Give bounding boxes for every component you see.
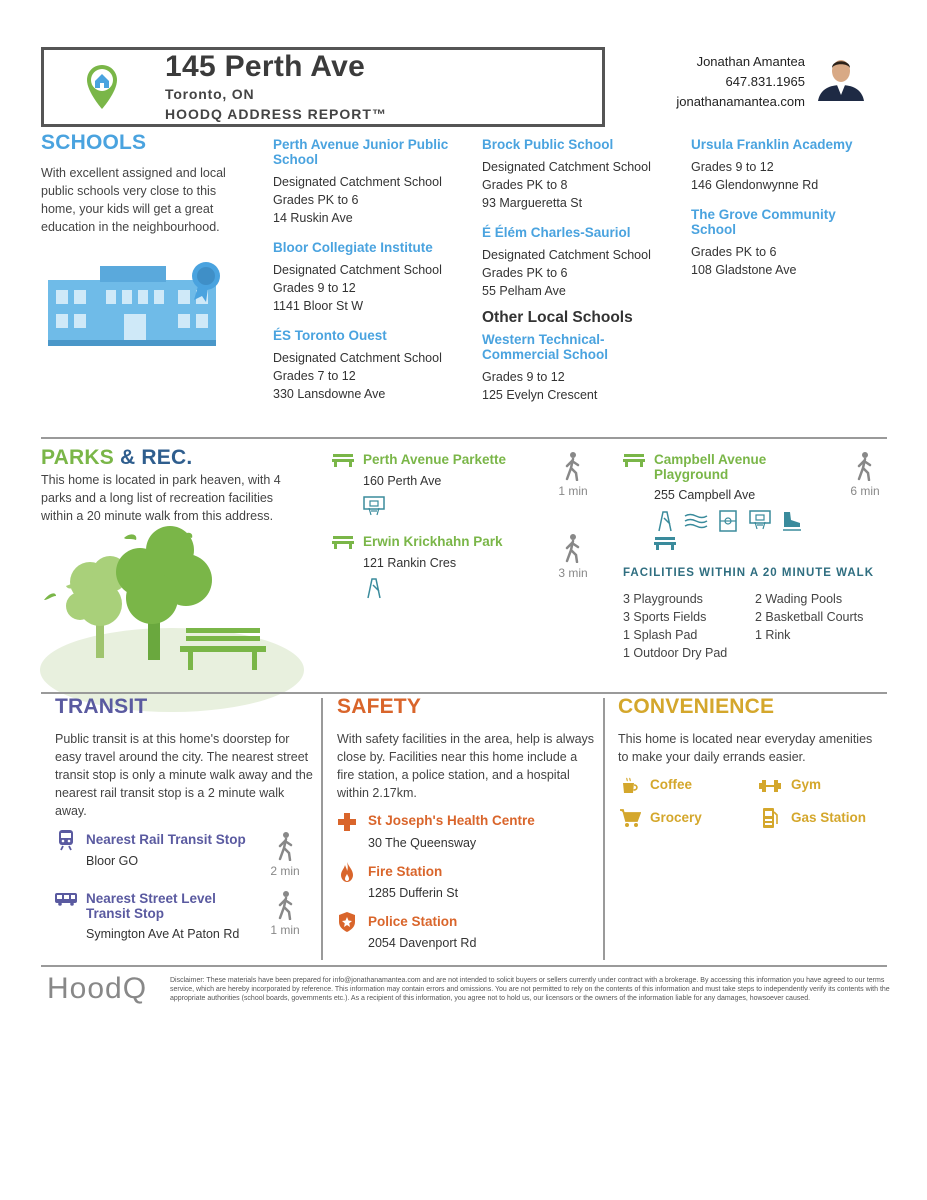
bench-icon <box>332 453 354 467</box>
column-divider <box>603 698 605 960</box>
fire-icon <box>340 861 354 883</box>
location-pin-icon <box>85 63 119 111</box>
school-entry <box>273 328 468 403</box>
school-entry <box>273 137 468 227</box>
park-name[interactable]: Campbell Avenue Playground <box>654 452 767 482</box>
gas-pump-icon <box>761 806 779 830</box>
bench-icon <box>623 453 645 467</box>
parks-heading-amp: & <box>120 446 136 469</box>
street-stop-label: Nearest Street Level Transit Stop <box>86 891 216 921</box>
school-type: Designated Catchment School <box>273 351 442 365</box>
schools-intro: With excellent assigned and local public schools very close to this home, your kids will get a great education in the neighbourhood. <box>41 166 226 234</box>
schools-heading: SCHOOLS <box>41 131 147 154</box>
agent-name: Jonathan Amantea <box>696 54 805 69</box>
agent-website[interactable]: jonathanamantea.com <box>676 94 805 109</box>
school-grades: Grades 7 to 12 <box>273 369 356 383</box>
school-address: 125 Evelyn Crescent <box>482 388 598 402</box>
bus-icon <box>54 892 78 906</box>
basketball-icon <box>749 510 771 530</box>
sports-field-icon <box>718 510 738 532</box>
playground-icon <box>656 510 674 532</box>
facility-item: 1 Splash Pad <box>623 628 698 642</box>
facility-item: 1 Rink <box>755 628 791 642</box>
other-schools-heading: Other Local Schools <box>482 309 633 326</box>
school-name[interactable]: Bloor Collegiate Institute <box>273 240 433 255</box>
amenity-grocery[interactable]: Grocery <box>650 810 702 825</box>
school-column-1 <box>273 137 468 403</box>
school-column-2 <box>482 137 672 404</box>
parks-intro: This home is located in park heaven, with 4 parks and a long list of recreation facilities within a 20 minute walk from this address. <box>41 473 281 523</box>
walk-time: 1 min <box>558 484 588 498</box>
school-grades: Grades 9 to 12 <box>273 281 356 295</box>
train-icon <box>57 829 75 851</box>
walk-icon <box>276 831 296 861</box>
facility-item: 3 Playgrounds <box>623 592 703 606</box>
column-divider <box>321 698 323 960</box>
convenience-intro: This home is located near everyday amenities to make your daily errands easier. <box>618 732 873 764</box>
bench-icon <box>332 535 354 549</box>
walk-time: 6 min <box>850 484 880 498</box>
school-name[interactable]: Brock Public School <box>482 137 614 152</box>
disclaimer: Disclaimer: These materials have been prepared for info@jonathanamantea.com and are not intended to solicit buyers or sellers currently under contract with a brokerage. By accessing this information you have agreed to our terms service, which are hereby incorporated by reference. This information may contain errors and omissions. You are not permitted to rely on the contents of this information and must take steps to independently verify its contents with the appropriate authorities (school boards, governments etc.). As a recipient of this information, you agree not to hold us, our licensors or the owners of the information liable for any damages, howsoever caused. <box>170 977 890 1002</box>
school-name[interactable]: The Grove Community School <box>691 207 836 237</box>
tree-icon <box>40 522 304 714</box>
report-title: HOODQ ADDRESS REPORT™ <box>165 106 387 122</box>
school-entry <box>691 207 881 279</box>
school-address: 146 Glendonwynne Rd <box>691 178 819 192</box>
walk-icon <box>563 451 583 481</box>
school-entry <box>482 137 672 212</box>
park-amenities <box>654 510 814 554</box>
walk-time: 2 min <box>270 864 300 878</box>
pool-icon <box>684 513 708 529</box>
facility-item: 3 Sports Fields <box>623 610 707 624</box>
walk-time: 1 min <box>270 923 300 937</box>
rail-stop-label: Nearest Rail Transit Stop <box>86 832 246 847</box>
skate-icon <box>781 510 803 532</box>
school-type: Designated Catchment School <box>482 248 651 262</box>
school-entry <box>691 137 881 194</box>
school-grades: Grades PK to 8 <box>482 178 568 192</box>
facilities-list-right <box>755 590 863 644</box>
amenity-coffee[interactable]: Coffee <box>650 777 693 792</box>
agent-contact <box>676 52 805 112</box>
school-address: 14 Ruskin Ave <box>273 211 353 225</box>
agent-photo <box>812 53 870 101</box>
bench-icon <box>654 536 676 550</box>
park-name[interactable]: Perth Avenue Parkette <box>363 452 507 467</box>
section-divider <box>41 692 887 694</box>
dumbbell-icon <box>758 778 782 794</box>
police-station-value[interactable]: 2054 Davenport Rd <box>368 936 477 950</box>
walk-time: 3 min <box>558 566 588 580</box>
transit-intro: Public transit is at this home's doorstep for easy travel around the city. The nearest street transit stop is only a minute walk away and the nearest rail transit stop is a 2 minute walk away. <box>55 732 313 818</box>
school-column-3 <box>691 137 881 279</box>
safety-intro: With safety facilities in the area, help is always close by. Facilities near this home include a fire station, a police station, and a hospital within 2.17km. <box>337 732 595 800</box>
school-address: 330 Lansdowne Ave <box>273 387 386 401</box>
school-address: 1141 Bloor St W <box>273 299 364 313</box>
safety-heading: SAFETY <box>337 695 422 718</box>
school-grades: Grades 9 to 12 <box>482 370 565 384</box>
school-name[interactable]: Perth Avenue Junior Public School <box>273 137 449 167</box>
rail-stop-value[interactable]: Bloor GO <box>86 854 139 868</box>
hospital-cross-icon <box>337 812 357 832</box>
facility-item: 2 Wading Pools <box>755 592 843 606</box>
fire-station-label: Fire Station <box>368 864 443 879</box>
facilities-heading: FACILITIES WITHIN A 20 MINUTE WALK <box>623 567 875 579</box>
cart-icon <box>619 808 641 828</box>
walk-icon <box>563 533 583 563</box>
school-address: 108 Gladstone Ave <box>691 263 797 277</box>
school-name[interactable]: Western Technical-Commercial School <box>482 332 609 362</box>
hoodq-logo[interactable]: HoodQ <box>47 972 148 1005</box>
parks-heading-rec: REC. <box>141 446 193 469</box>
school-entry <box>482 225 672 300</box>
school-type: Designated Catchment School <box>273 263 442 277</box>
school-name[interactable]: Ursula Franklin Academy <box>691 137 853 152</box>
school-grades: Grades PK to 6 <box>482 266 568 280</box>
facility-item: 2 Basketball Courts <box>755 610 864 624</box>
hospital-label: St Joseph's Health Centre <box>368 813 535 828</box>
basketball-icon <box>363 496 385 516</box>
school-address: 55 Pelham Ave <box>482 284 566 298</box>
hospital-value[interactable]: 30 The Queensway <box>368 836 477 850</box>
agent-phone[interactable]: 647.831.1965 <box>725 74 805 89</box>
coffee-icon <box>620 776 640 796</box>
police-station-label: Police Station <box>368 914 458 929</box>
convenience-heading: CONVENIENCE <box>618 695 775 718</box>
street-stop-value[interactable]: Symington Ave At Paton Rd <box>86 927 240 941</box>
school-name[interactable]: É Élém Charles-Sauriol <box>482 225 631 240</box>
park-name[interactable]: Erwin Krickhahn Park <box>363 534 503 549</box>
amenity-gas-station[interactable]: Gas Station <box>791 810 867 825</box>
footer-divider <box>41 965 887 967</box>
fire-station-value[interactable]: 1285 Dufferin St <box>368 886 459 900</box>
school-building-icon <box>44 258 228 348</box>
playground-icon <box>365 577 383 599</box>
facilities-list-left <box>623 590 727 662</box>
police-badge-icon <box>338 911 356 933</box>
school-name[interactable]: ÉS Toronto Ouest <box>273 328 387 343</box>
walk-icon <box>276 890 296 920</box>
school-address: 93 Margueretta St <box>482 196 583 210</box>
school-grades: Grades PK to 6 <box>273 193 359 207</box>
walk-icon <box>855 451 875 481</box>
section-divider <box>41 437 887 439</box>
school-type: Designated Catchment School <box>273 175 442 189</box>
parks-heading-parks: PARKS <box>41 446 114 469</box>
facility-item: 1 Outdoor Dry Pad <box>623 646 728 660</box>
school-type: Designated Catchment School <box>482 160 651 174</box>
school-entry <box>482 332 672 404</box>
transit-heading: TRANSIT <box>55 695 148 718</box>
park-address: 121 Rankin Cres <box>363 556 457 570</box>
school-grades: Grades 9 to 12 <box>691 160 774 174</box>
park-address: 255 Campbell Ave <box>654 488 756 502</box>
park-address: 160 Perth Ave <box>363 474 442 488</box>
school-entry <box>273 240 468 315</box>
amenity-gym[interactable]: Gym <box>791 777 822 792</box>
address-city: Toronto, ON <box>165 86 255 102</box>
address-title: 145 Perth Ave <box>165 50 366 83</box>
parks-heading <box>41 446 192 470</box>
school-grades: Grades PK to 6 <box>691 245 777 259</box>
